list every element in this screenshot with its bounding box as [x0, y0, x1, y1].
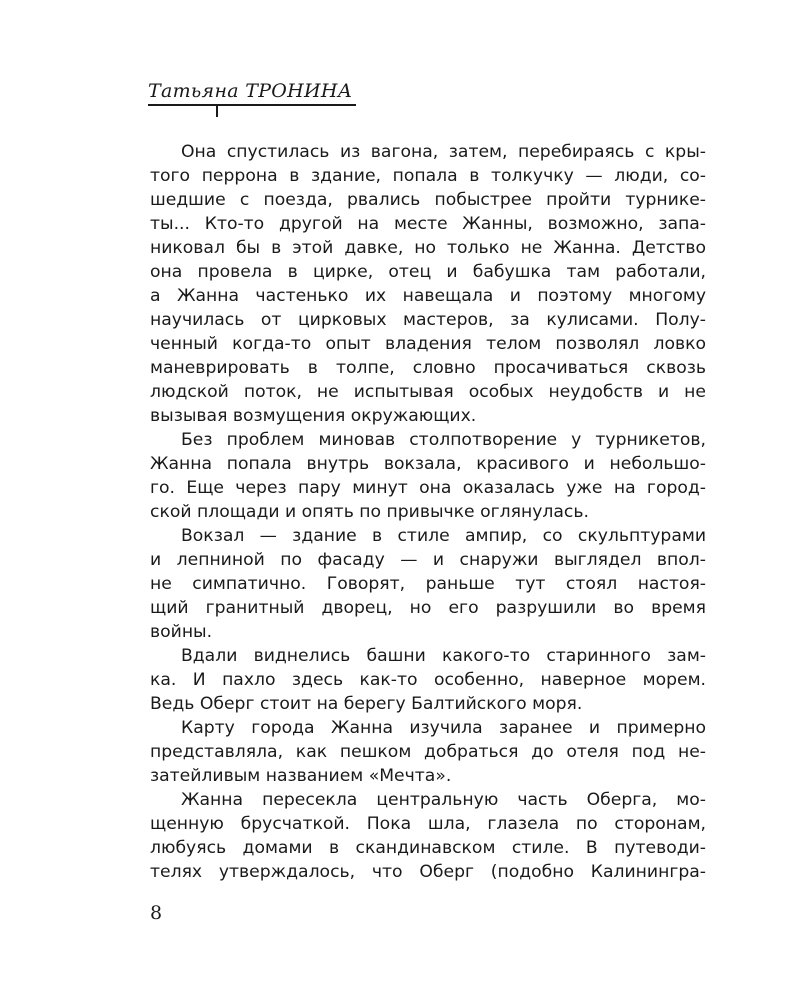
text-line: Жанна пересекла центральную часть Оберга, мо-	[181, 790, 706, 810]
text-line: людской поток, не испытывая особых неудобств и не	[150, 382, 706, 402]
text-line: Вокзал — здание в стиле ампир, со скульптурами	[181, 526, 706, 546]
text-line: затейливым названием «Мечта».	[150, 766, 452, 786]
text-line: Она спустилась из вагона, затем, перебираясь с кры-	[181, 142, 706, 162]
text-line: научилась от цирковых мастеров, за кулисами. Полу-	[150, 310, 706, 330]
text-line: Ведь Оберг стоит на берегу Балтийского моря.	[150, 694, 583, 714]
text-line: телях утверждалось, что Оберг (подобно Калинингра-	[150, 862, 706, 882]
header-tick-mark	[216, 104, 218, 117]
text-line: Карту города Жанна изучила заранее и примерно	[181, 718, 706, 738]
text-line: ченный когда-то опыт владения телом позволял ловко	[150, 334, 706, 354]
text-line: ской площади и опять по привычке оглянулась.	[150, 502, 589, 522]
text-line: войны.	[150, 622, 213, 642]
text-line: Жанна попала внутрь вокзала, красивого и небольшо-	[150, 454, 706, 474]
text-line: и лепниной по фасаду — и снаружи выглядел впол-	[150, 550, 706, 570]
text-line: любуясь домами в скандинавском стиле. В путеводи-	[150, 838, 706, 858]
text-line: не симпатично. Говорят, раньше тут стоял настоя-	[150, 574, 706, 594]
text-line: го. Еще через пару минут она оказалась уже на город-	[150, 478, 706, 498]
text-line: Вдали виднелись башни какого-то старинного зам-	[181, 646, 706, 666]
text-line: ка. И пахло здесь как-то особенно, наверное морем.	[150, 670, 706, 690]
text-line: а Жанна частенько их навещала и поэтому многому	[150, 286, 706, 306]
running-header-author: Татьяна ТРОНИНА	[148, 80, 353, 102]
header-rule	[148, 104, 356, 106]
text-line: вызывая возмущения окружающих.	[150, 406, 477, 426]
text-line: ты... Кто-то другой на месте Жанны, возможно, запа-	[150, 214, 706, 234]
text-line: щенную брусчаткой. Пока шла, глазела по сторонам,	[150, 814, 706, 834]
text-line: щий гранитный дворец, но его разрушили во время	[150, 598, 706, 618]
text-line: никовал бы в этой давке, но только не Жанна. Детство	[150, 238, 706, 258]
text-line: она провела в цирке, отец и бабушка там работали,	[150, 262, 706, 282]
text-line: Без проблем миновав столпотворение у турникетов,	[181, 430, 706, 450]
text-line: того перрона в здание, попала в толкучку — люди, со-	[150, 166, 706, 186]
text-line: шедшие с поезда, рвались побыстрее пройти турнике-	[150, 190, 706, 210]
page-number: 8	[150, 902, 163, 924]
text-line: представляла, как пешком добраться до отеля под не-	[150, 742, 706, 762]
body-text	[150, 140, 706, 884]
text-line: маневрировать в толпе, словно просачиваться сквозь	[150, 358, 706, 378]
